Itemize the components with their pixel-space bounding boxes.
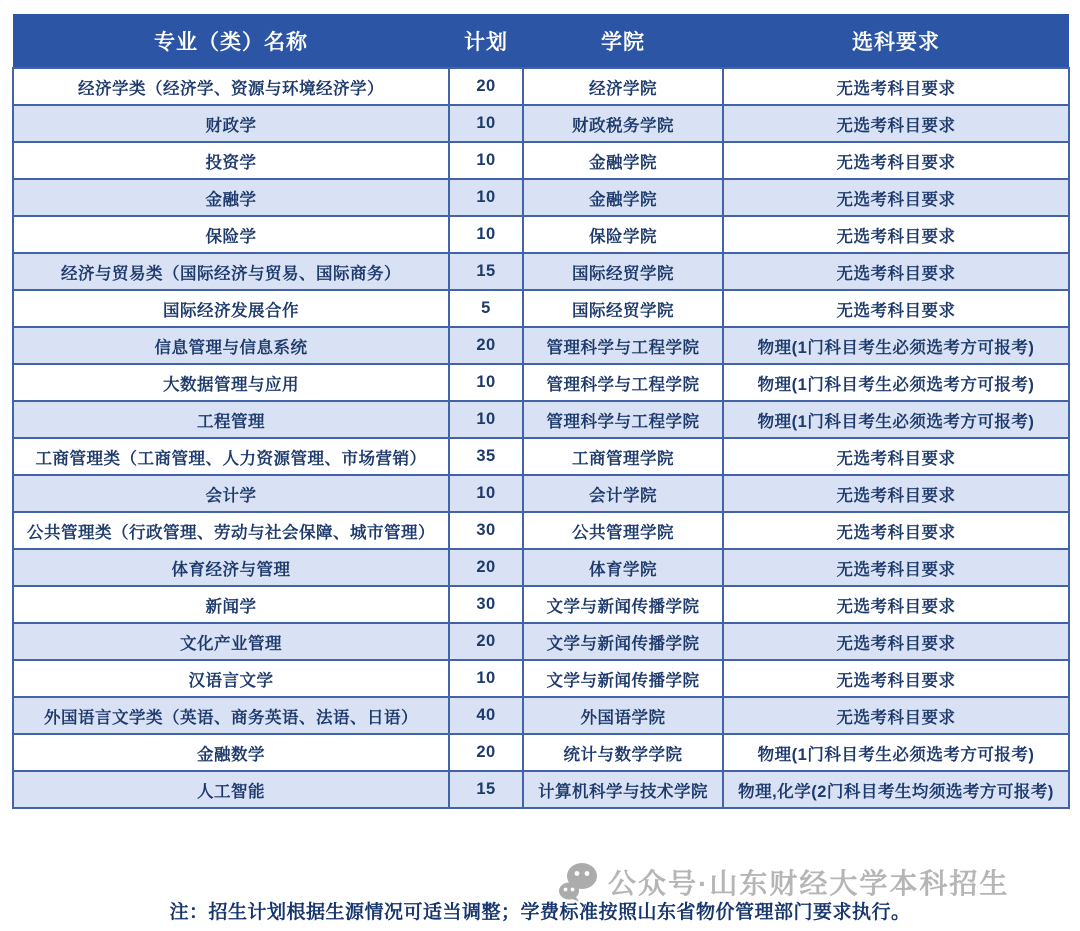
header-requirement: 选科要求 bbox=[723, 14, 1069, 68]
plan-cell: 10 bbox=[449, 105, 523, 142]
major-cell: 信息管理与信息系统 bbox=[13, 327, 449, 364]
requirement-cell: 无选考科目要求 bbox=[723, 105, 1069, 142]
major-cell: 汉语言文学 bbox=[13, 660, 449, 697]
table-row bbox=[13, 512, 1069, 549]
major-cell: 经济与贸易类（国际经济与贸易、国际商务） bbox=[13, 253, 449, 290]
watermark bbox=[558, 862, 1009, 902]
college-cell: 统计与数学学院 bbox=[523, 734, 723, 771]
requirement-cell: 物理,化学(2门科目考生均须选考方可报考) bbox=[723, 771, 1069, 808]
college-cell: 经济学院 bbox=[523, 68, 723, 105]
major-cell: 投资学 bbox=[13, 142, 449, 179]
enrollment-plan-table bbox=[12, 14, 1070, 809]
major-cell: 公共管理类（行政管理、劳动与社会保障、城市管理） bbox=[13, 512, 449, 549]
major-cell: 财政学 bbox=[13, 105, 449, 142]
table-row bbox=[13, 253, 1069, 290]
plan-cell: 10 bbox=[449, 475, 523, 512]
plan-cell: 30 bbox=[449, 512, 523, 549]
plan-cell: 20 bbox=[449, 623, 523, 660]
requirement-cell: 物理(1门科目考生必须选考方可报考) bbox=[723, 401, 1069, 438]
table-row bbox=[13, 586, 1069, 623]
table-row bbox=[13, 734, 1069, 771]
plan-cell: 20 bbox=[449, 549, 523, 586]
requirement-cell: 无选考科目要求 bbox=[723, 549, 1069, 586]
table-row bbox=[13, 364, 1069, 401]
table-row bbox=[13, 549, 1069, 586]
table-row bbox=[13, 327, 1069, 364]
table-body bbox=[13, 68, 1069, 808]
major-cell: 工程管理 bbox=[13, 401, 449, 438]
table-header bbox=[13, 14, 1069, 68]
footnote: 注：招生计划根据生源情况可适当调整；学费标准按照山东省物价管理部门要求执行。 bbox=[169, 902, 911, 923]
college-cell: 体育学院 bbox=[523, 549, 723, 586]
major-cell: 经济学类（经济学、资源与环境经济学） bbox=[13, 68, 449, 105]
requirement-cell: 物理(1门科目考生必须选考方可报考) bbox=[723, 364, 1069, 401]
major-cell: 体育经济与管理 bbox=[13, 549, 449, 586]
major-cell: 国际经济发展合作 bbox=[13, 290, 449, 327]
plan-cell: 20 bbox=[449, 327, 523, 364]
plan-cell: 35 bbox=[449, 438, 523, 475]
college-cell: 公共管理学院 bbox=[523, 512, 723, 549]
table-row bbox=[13, 68, 1069, 105]
college-cell: 国际经贸学院 bbox=[523, 253, 723, 290]
major-cell: 大数据管理与应用 bbox=[13, 364, 449, 401]
table-row bbox=[13, 438, 1069, 475]
plan-cell: 20 bbox=[449, 734, 523, 771]
major-cell: 金融学 bbox=[13, 179, 449, 216]
wechat-icon bbox=[558, 862, 600, 902]
plan-cell: 10 bbox=[449, 660, 523, 697]
college-cell: 管理科学与工程学院 bbox=[523, 364, 723, 401]
requirement-cell: 物理(1门科目考生必须选考方可报考) bbox=[723, 327, 1069, 364]
college-cell: 文学与新闻传播学院 bbox=[523, 623, 723, 660]
college-cell: 保险学院 bbox=[523, 216, 723, 253]
college-cell: 外国语学院 bbox=[523, 697, 723, 734]
college-cell: 文学与新闻传播学院 bbox=[523, 660, 723, 697]
requirement-cell: 无选考科目要求 bbox=[723, 623, 1069, 660]
table-row bbox=[13, 623, 1069, 660]
requirement-cell: 无选考科目要求 bbox=[723, 216, 1069, 253]
table-row bbox=[13, 697, 1069, 734]
enrollment-plan-table-wrap bbox=[12, 14, 1068, 809]
table-row bbox=[13, 216, 1069, 253]
major-cell: 外国语言文学类（英语、商务英语、法语、日语） bbox=[13, 697, 449, 734]
requirement-cell: 无选考科目要求 bbox=[723, 438, 1069, 475]
plan-cell: 10 bbox=[449, 216, 523, 253]
plan-cell: 10 bbox=[449, 364, 523, 401]
requirement-cell: 无选考科目要求 bbox=[723, 68, 1069, 105]
plan-cell: 20 bbox=[449, 68, 523, 105]
major-cell: 工商管理类（工商管理、人力资源管理、市场营销） bbox=[13, 438, 449, 475]
table-row bbox=[13, 105, 1069, 142]
plan-cell: 40 bbox=[449, 697, 523, 734]
requirement-cell: 无选考科目要求 bbox=[723, 290, 1069, 327]
college-cell: 管理科学与工程学院 bbox=[523, 327, 723, 364]
plan-cell: 10 bbox=[449, 401, 523, 438]
header-college: 学院 bbox=[523, 14, 723, 68]
college-cell: 财政税务学院 bbox=[523, 105, 723, 142]
college-cell: 计算机科学与技术学院 bbox=[523, 771, 723, 808]
college-cell: 文学与新闻传播学院 bbox=[523, 586, 723, 623]
major-cell: 文化产业管理 bbox=[13, 623, 449, 660]
table-row bbox=[13, 290, 1069, 327]
plan-cell: 15 bbox=[449, 771, 523, 808]
header-plan: 计划 bbox=[449, 14, 523, 68]
requirement-cell: 无选考科目要求 bbox=[723, 512, 1069, 549]
plan-cell: 30 bbox=[449, 586, 523, 623]
watermark-text: 公众号·山东财经大学本科招生 bbox=[608, 868, 1010, 899]
college-cell: 管理科学与工程学院 bbox=[523, 401, 723, 438]
table-row bbox=[13, 475, 1069, 512]
header-row bbox=[13, 14, 1069, 68]
requirement-cell: 无选考科目要求 bbox=[723, 660, 1069, 697]
requirement-cell: 无选考科目要求 bbox=[723, 142, 1069, 179]
plan-cell: 15 bbox=[449, 253, 523, 290]
major-cell: 新闻学 bbox=[13, 586, 449, 623]
requirement-cell: 无选考科目要求 bbox=[723, 586, 1069, 623]
plan-cell: 5 bbox=[449, 290, 523, 327]
major-cell: 保险学 bbox=[13, 216, 449, 253]
major-cell: 人工智能 bbox=[13, 771, 449, 808]
plan-cell: 10 bbox=[449, 179, 523, 216]
table-row bbox=[13, 179, 1069, 216]
college-cell: 会计学院 bbox=[523, 475, 723, 512]
college-cell: 工商管理学院 bbox=[523, 438, 723, 475]
header-major: 专业（类）名称 bbox=[13, 14, 449, 68]
table-row bbox=[13, 401, 1069, 438]
college-cell: 国际经贸学院 bbox=[523, 290, 723, 327]
requirement-cell: 无选考科目要求 bbox=[723, 475, 1069, 512]
requirement-cell: 物理(1门科目考生必须选考方可报考) bbox=[723, 734, 1069, 771]
plan-cell: 10 bbox=[449, 142, 523, 179]
college-cell: 金融学院 bbox=[523, 179, 723, 216]
requirement-cell: 无选考科目要求 bbox=[723, 697, 1069, 734]
major-cell: 金融数学 bbox=[13, 734, 449, 771]
table-row bbox=[13, 771, 1069, 808]
table-row bbox=[13, 142, 1069, 179]
table-row bbox=[13, 660, 1069, 697]
requirement-cell: 无选考科目要求 bbox=[723, 179, 1069, 216]
major-cell: 会计学 bbox=[13, 475, 449, 512]
requirement-cell: 无选考科目要求 bbox=[723, 253, 1069, 290]
college-cell: 金融学院 bbox=[523, 142, 723, 179]
